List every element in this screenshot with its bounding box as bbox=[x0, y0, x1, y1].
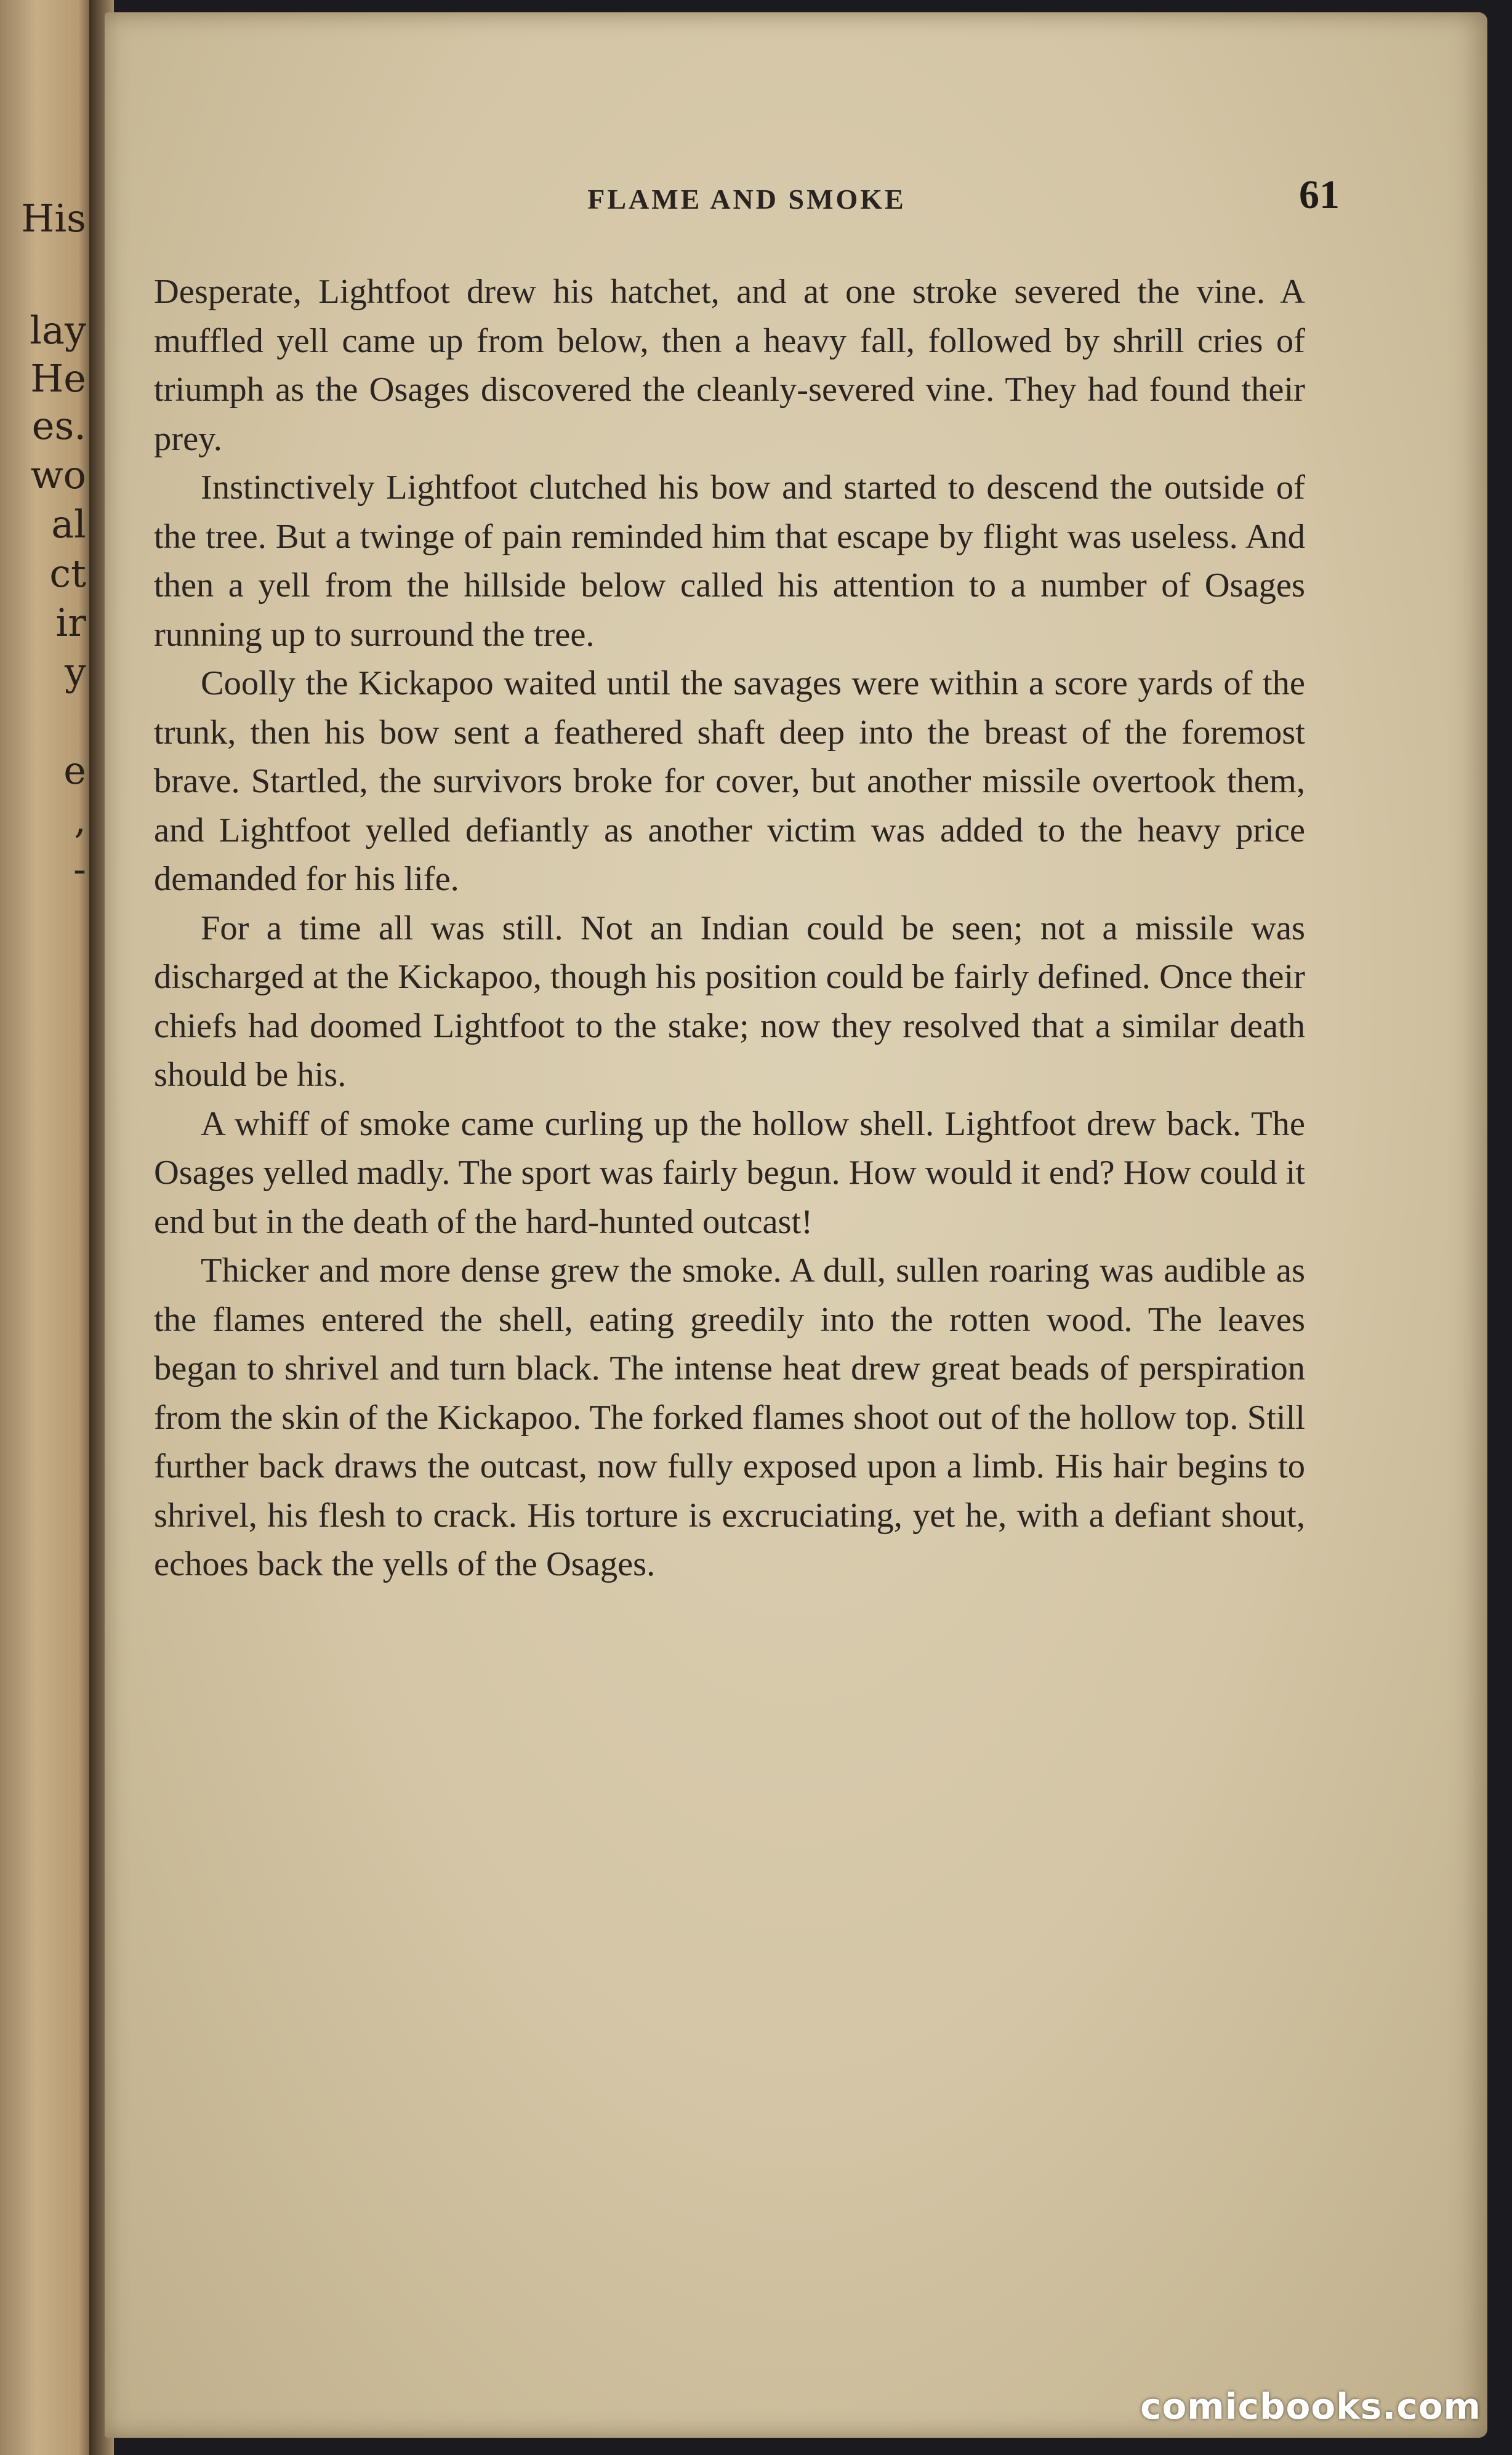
prev-page-fragment: e bbox=[63, 748, 86, 793]
prev-page-fragment: y bbox=[64, 649, 86, 694]
prev-page-fragment: He bbox=[30, 356, 86, 401]
body-text bbox=[154, 268, 1305, 1589]
paragraph: A whiff of smoke came curling up the hollow shell. Lightfoot drew back. The Osages yelled madly. The sport was fairly begun. How would it end? How could it end but in the death of the hard-hunted outcast! bbox=[154, 1104, 1305, 1241]
prev-page-fragment: ct bbox=[49, 551, 86, 596]
prev-page-fragment: - bbox=[73, 846, 86, 891]
paragraph: For a time all was still. Not an Indian could be seen; not a missile was discharged at the Kickapoo, though his position could be fairly defined. Once their chiefs had doomed Lightfoot to the stake; now they resolved that a similar death should be his. bbox=[154, 909, 1305, 1094]
previous-page-edge bbox=[0, 0, 92, 2455]
prev-page-fragment: lay bbox=[30, 308, 86, 353]
prev-page-fragment: , bbox=[74, 797, 86, 842]
paragraph: Desperate, Lightfoot drew his hatchet, and at one stroke severed the vine. A muffled yell came up from below, then a heavy fall, followed by shrill cries of triumph as the Osages discovered the cleanly-severed vine. They had found their prey. bbox=[154, 273, 1305, 458]
prev-page-fragment: ir bbox=[55, 600, 86, 645]
page-number: 61 bbox=[1299, 172, 1340, 217]
prev-page-fragment: His bbox=[21, 196, 86, 241]
site-watermark: comicbooks.com bbox=[1140, 2385, 1481, 2427]
prev-page-fragment: wo bbox=[30, 452, 86, 497]
page-header bbox=[154, 169, 1340, 225]
paragraph: Coolly the Kickapoo waited until the savages were within a score yards of the trunk, then his bow sent a feathered shaft deep into the breast of the foremost brave. Startled, the survivors broke for cover, but another missile overtook them, and Lightfoot yelled defiantly as another victim was added to the heavy price demanded for his life. bbox=[154, 664, 1305, 898]
paragraph: Thicker and more dense grew the smoke. A dull, sullen roaring was audible as the flames entered the shell, eating greedily into the rotten wood. The leaves began to shrivel and turn black. The intense heat drew great beads of perspiration from the skin of the Kickapoo. The forked flames shoot out of the hollow top. Still further back draws the outcast, now fully exposed upon a limb. His hair begins to shrivel, his flesh to crack. His torture is excruciating, yet he, with a defiant shout, echoes back the yells of the Osages. bbox=[154, 1252, 1305, 1583]
paragraph: Instinctively Lightfoot clutched his bow and started to descend the outside of the tree. But a twinge of pain reminded him that escape by flight was useless. And then a yell from the hillside below called his attention to a number of Osages running up to surround the tree. bbox=[154, 468, 1305, 654]
running-head: FLAME AND SMOKE bbox=[587, 183, 906, 215]
book-page bbox=[105, 12, 1487, 2438]
prev-page-fragment: al bbox=[51, 502, 86, 547]
prev-page-fragment: es. bbox=[31, 403, 86, 448]
